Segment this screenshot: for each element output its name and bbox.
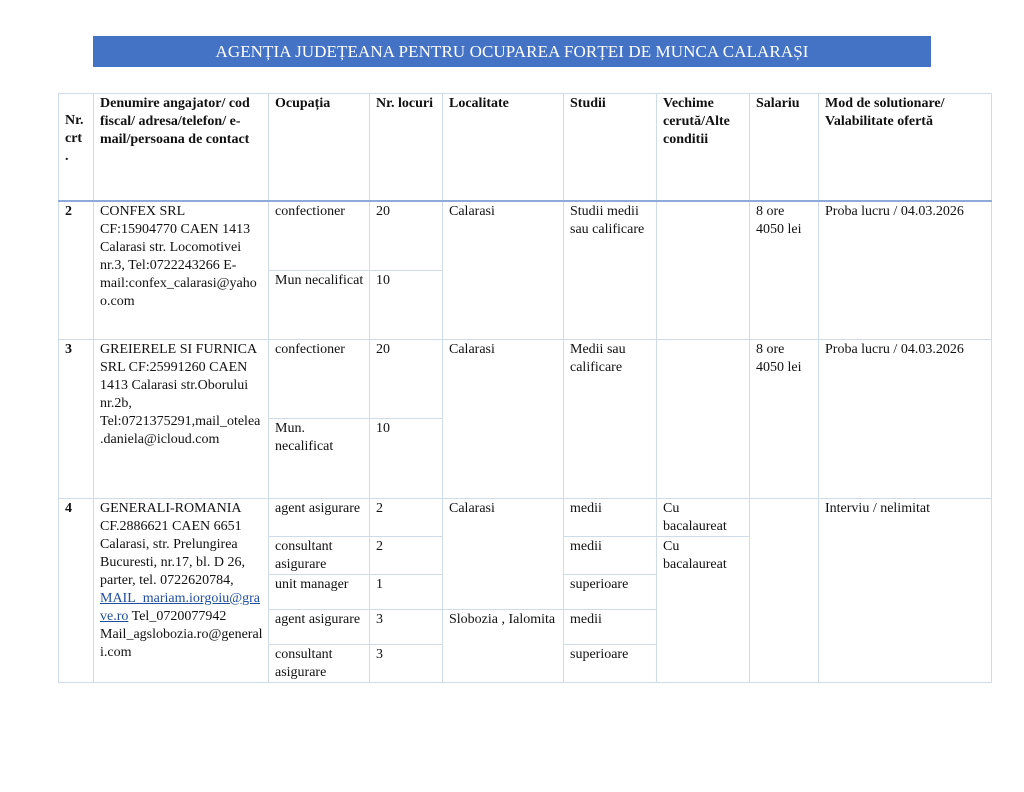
header-studies: Studii	[564, 94, 657, 202]
offer-nr: 2	[59, 201, 94, 339]
offer-experience: Cu bacalaureat	[657, 498, 750, 536]
offer-studies: superioare	[564, 574, 657, 609]
offer-occupation: Mun necalificat	[269, 270, 370, 339]
offer-occupation: consultant asigurare	[269, 644, 370, 682]
offer-locality: Calarasi	[443, 498, 564, 609]
header-locality: Localitate	[443, 94, 564, 202]
offer-locality: Calarasi	[443, 201, 564, 339]
table-header-row	[59, 94, 992, 202]
header-occupation: Ocupația	[269, 94, 370, 202]
header-salary: Salariu	[750, 94, 819, 202]
header-mode: Mod de solutionare/ Valabilitate ofertă	[819, 94, 992, 202]
offer-employer	[94, 498, 269, 682]
offer-experience: Cu bacalaureat	[657, 536, 750, 682]
offer-mode: Interviu / nelimitat	[819, 498, 992, 682]
offer-places: 20	[370, 201, 443, 270]
header-employer: Denumire angajator/ cod fiscal/ adresa/telefon/ e-mail/persoana de contact	[94, 94, 269, 202]
offer-studies: medii	[564, 498, 657, 536]
offer-places: 2	[370, 498, 443, 536]
job-offers-table	[58, 93, 992, 683]
offer-salary: 8 ore 4050 lei	[750, 339, 819, 498]
offer-places: 10	[370, 270, 443, 339]
header-nr: Nr. crt .	[59, 94, 94, 202]
offer-occupation: agent asigurare	[269, 609, 370, 644]
offer-salary: 8 ore 4050 lei	[750, 201, 819, 339]
header-places: Nr. locuri	[370, 94, 443, 202]
offer-nr: 3	[59, 339, 94, 498]
offer-studies: medii	[564, 536, 657, 574]
offer-mode: Proba lucru / 04.03.2026	[819, 339, 992, 498]
offer-studies: medii	[564, 609, 657, 644]
offer-studies: Studii medii sau calificare	[564, 201, 657, 339]
header-experience: Vechime cerută/Alte conditii	[657, 94, 750, 202]
table-row	[59, 498, 992, 536]
offer-places: 20	[370, 339, 443, 418]
offer-employer: CONFEX SRL CF:15904770 CAEN 1413 Calarasi str. Locomotivei nr.3, Tel:0722243266 E-mail:confex_calarasi@yahoo.com	[94, 201, 269, 339]
offer-places: 3	[370, 644, 443, 682]
page-title-banner	[93, 36, 931, 67]
offer-occupation: unit manager	[269, 574, 370, 609]
offer-experience	[657, 201, 750, 339]
offer-nr: 4	[59, 498, 94, 682]
offer-places: 1	[370, 574, 443, 609]
offer-studies: Medii sau calificare	[564, 339, 657, 498]
offer-places: 3	[370, 609, 443, 644]
employer-email-link[interactable]: MAIL_mariam.iorgoiu@grave.ro	[100, 590, 260, 624]
offer-occupation: Mun. necalificat	[269, 418, 370, 498]
offer-occupation: confectioner	[269, 339, 370, 418]
offer-locality: Calarasi	[443, 339, 564, 498]
offer-studies: superioare	[564, 644, 657, 682]
employer-contact: Tel_0720077942 Mail_agslobozia.ro@generali.com	[100, 608, 263, 660]
table-row	[59, 201, 992, 270]
offer-places: 2	[370, 536, 443, 574]
offer-mode: Proba lucru / 04.03.2026	[819, 201, 992, 339]
offer-employer: GREIERELE SI FURNICA SRL CF:25991260 CAEN 1413 Calarasi str.Oborului nr.2b, Tel:0721375291,mail_otelea.daniela@icloud.com	[94, 339, 269, 498]
offer-occupation: agent asigurare	[269, 498, 370, 536]
employer-details: GENERALI-ROMANIA CF.2886621 CAEN 6651 Calarasi, str. Prelungirea Bucuresti, nr.17, bl. D 26, parter, tel. 0722620784,	[100, 500, 246, 588]
offer-locality: Slobozia , Ialomita	[443, 609, 564, 682]
offer-occupation: consultant asigurare	[269, 536, 370, 574]
table-row	[59, 339, 992, 418]
offer-salary	[750, 498, 819, 682]
page-title: AGENȚIA JUDEȚEANA PENTRU OCUPAREA FORȚEI DE MUNCA CALARAȘI	[215, 41, 809, 61]
offer-places: 10	[370, 418, 443, 498]
offer-occupation: confectioner	[269, 201, 370, 270]
offer-experience	[657, 339, 750, 498]
